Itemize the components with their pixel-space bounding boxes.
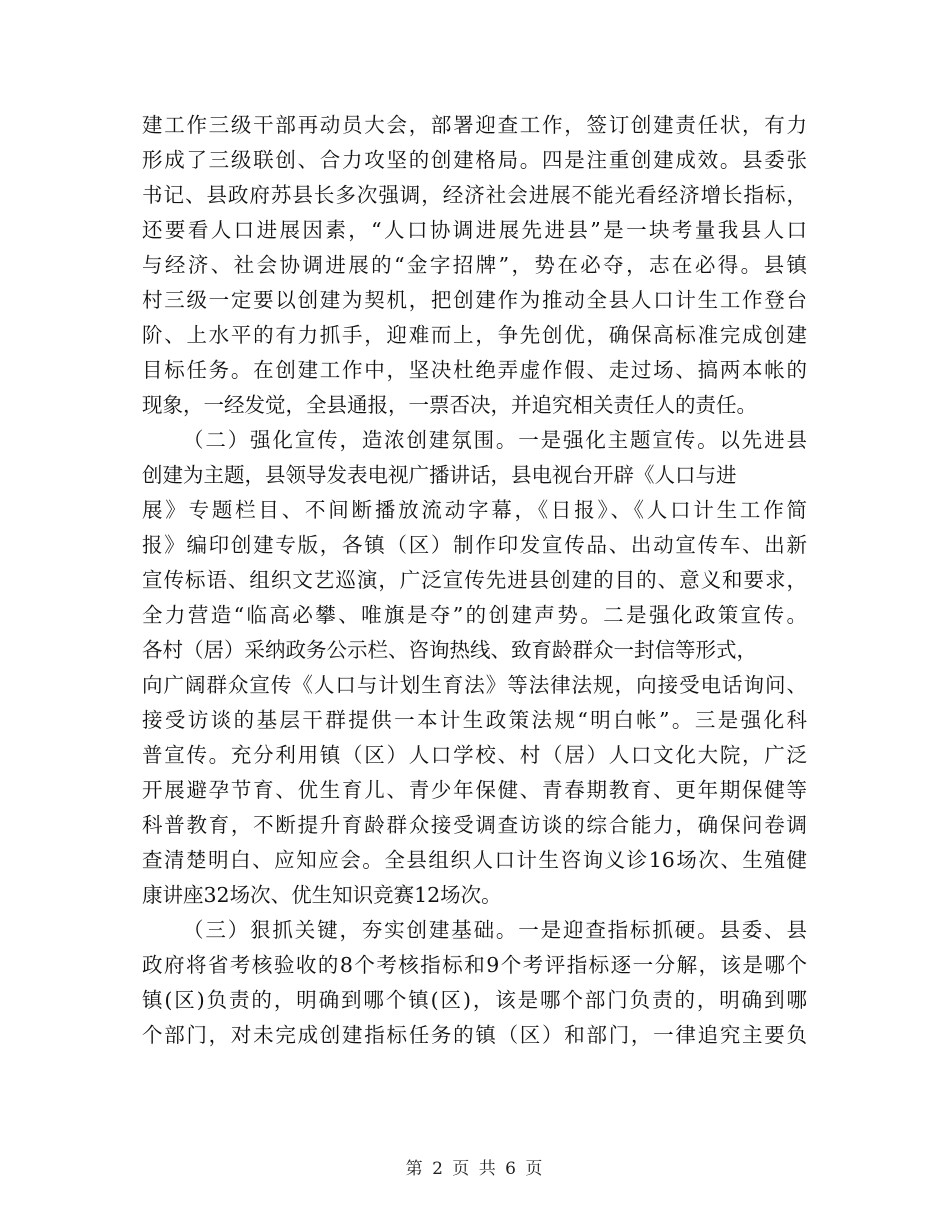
text-line: 现象，一经发觉，全县通报，一票否决，并追究相关责任人的责任。 xyxy=(142,393,757,417)
text-line: 向广阔群众宣传《人口与计划生育法》等法律法规，向接受电话询问、 xyxy=(142,673,807,697)
text-line: 创建为主题，县领导发表电视广播讲话，县电视台开辟《人口与进 xyxy=(142,463,737,487)
text-line: 阶、上水平的有力抓手，迎难而上，争先创优，确保高标准完成创建 xyxy=(142,323,807,347)
text-line: 查清楚明白、应知应会。全县组织人口计生咨询义诊16场次、生殖健 xyxy=(142,848,807,872)
text-line: 政府将省考核验收的8个考核指标和9个考评指标逐一分解，该是哪个 xyxy=(142,953,807,977)
text-line: 还要看人口进展因素，“人口协调进展先进县”是一块考量我县人口 xyxy=(142,218,807,242)
text-line: 村三级一定要以创建为契机，把创建作为推动全县人口计生工作登台 xyxy=(142,288,807,312)
text-line: 康讲座32场次、优生知识竞赛12场次。 xyxy=(142,883,502,907)
text-line: 展》专题栏目、不间断播放流动字幕，《日报》、《人口计生工作简 xyxy=(142,498,807,522)
section-heading-line: （二）强化宣传，造浓创建氛围。一是强化主题宣传。以先进县 xyxy=(183,428,807,452)
text-line: 目标任务。在创建工作中，坚决杜绝弄虚作假、走过场、搞两本帐的 xyxy=(142,358,807,382)
text-line: 全力营造“临高必攀、唯旗是夺”的创建声势。二是强化政策宣传。 xyxy=(142,603,807,627)
text-line: 镇(区)负责的，明确到哪个镇(区)，该是哪个部门负责的，明确到哪 xyxy=(142,988,807,1012)
text-line: 开展避孕节育、优生育儿、青少年保健、青春期教育、更年期保健等 xyxy=(142,778,807,802)
text-line: 形成了三级联创、合力攻坚的创建格局。四是注重创建成效。县委张 xyxy=(142,148,807,172)
text-line: 普宣传。充分利用镇（区）人口学校、村（居）人口文化大院，广泛 xyxy=(142,743,807,767)
page-number-footer: 第 2 页 共 6 页 xyxy=(405,1159,545,1179)
text-line: 书记、县政府苏县长多次强调，经济社会进展不能光看经济增长指标， xyxy=(142,183,807,207)
text-line: 建工作三级干部再动员大会，部署迎查工作，签订创建责任状，有力 xyxy=(142,113,807,137)
text-line: 个部门，对未完成创建指标任务的镇（区）和部门，一律追究主要负 xyxy=(142,1023,807,1047)
text-line: 接受访谈的基层干群提供一本计生政策法规“明白帐”。三是强化科 xyxy=(142,708,807,732)
body-text xyxy=(142,108,807,1053)
text-line: 与经济、社会协调进展的“金字招牌”，势在必夺，志在必得。县镇 xyxy=(142,253,807,277)
text-line: 报》编印创建专版，各镇（区）制作印发宣传品、出动宣传车、出新 xyxy=(142,533,807,557)
text-line: 宣传标语、组织文艺巡演，广泛宣传先进县创建的目的、意义和要求， xyxy=(142,568,807,592)
section-heading-line: （三）狠抓关键，夯实创建基础。一是迎查指标抓硬。县委、县 xyxy=(183,918,807,942)
text-line: 科普教育，不断提升育龄群众接受调查访谈的综合能力，确保问卷调 xyxy=(142,813,807,837)
text-line: 各村（居）采纳政务公示栏、咨询热线、致育龄群众一封信等形式， xyxy=(142,638,757,662)
